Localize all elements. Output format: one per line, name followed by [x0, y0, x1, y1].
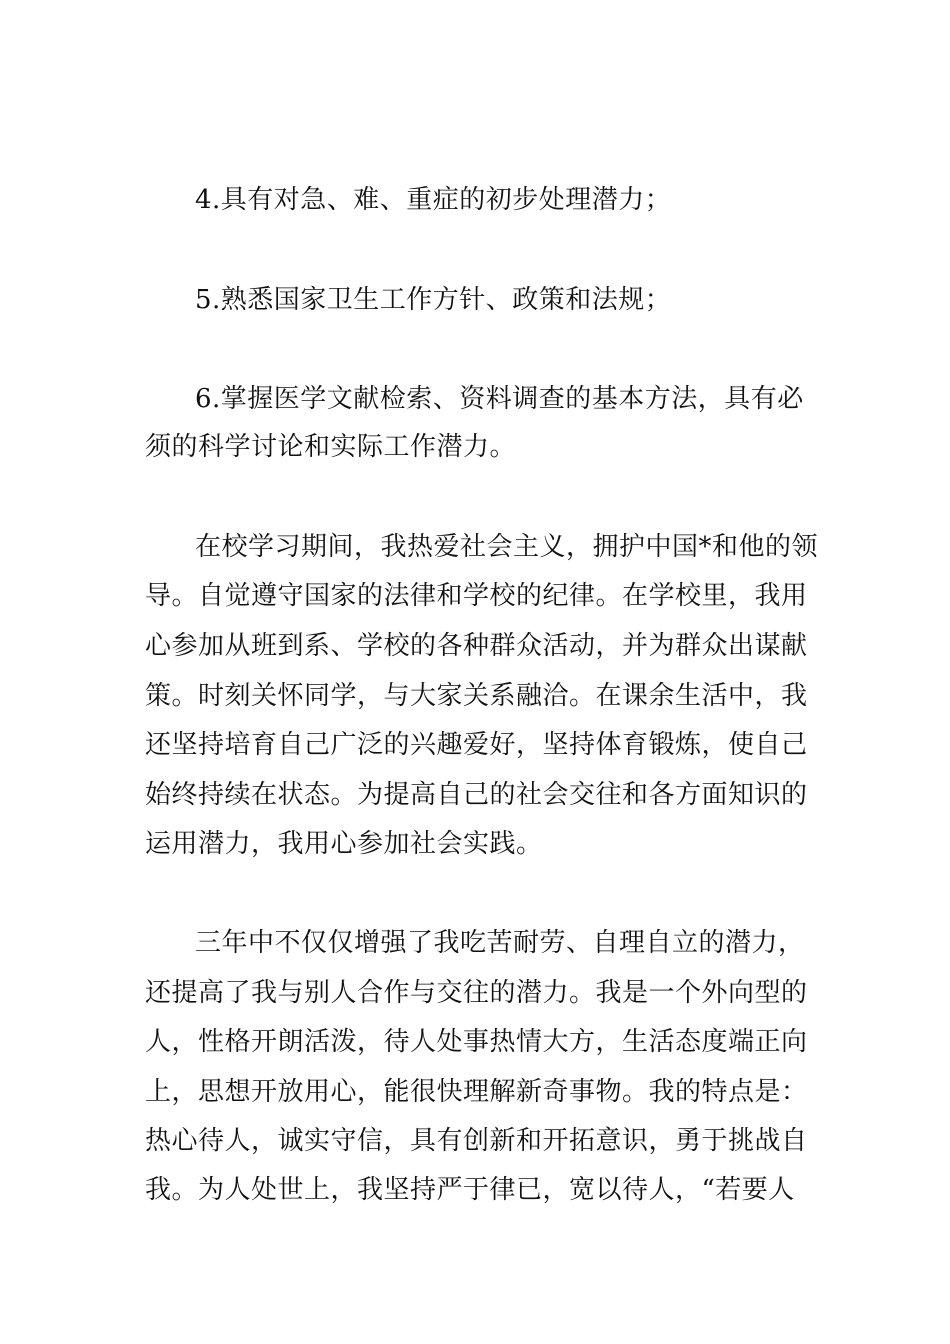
paragraph-2-line-6: 我。为人处世上，我坚持严于律已，宽以待人，“若要人 [145, 1175, 795, 1205]
list-item-6-line-1: 6.掌握医学文献检索、资料调查的基本方法，具有必 [195, 384, 804, 414]
paragraph-2-line-3: 人，性格开朗活泼，待人处事热情大方，生活态度端正向 [145, 1027, 808, 1057]
paragraph-1-line-2: 导。自觉遵守国家的法律和学校的纪律。在学校里，我用 [145, 581, 808, 611]
paragraph-1-line-6: 始终持续在状态。为提高自己的社会交往和各方面知识的 [145, 780, 808, 810]
paragraph-2-line-2: 还提高了我与别人合作与交往的潜力。我是一个外向型的 [145, 978, 808, 1008]
paragraph-1-line-7: 运用潜力，我用心参加社会实践。 [145, 829, 543, 859]
paragraph-1-line-1: 在校学习期间，我热爱社会主义，拥护中国*和他的领 [195, 532, 819, 562]
paragraph-2-line-1: 三年中不仅仅增强了我吃苦耐劳、自理自立的潜力， [195, 928, 805, 958]
paragraph-1-line-4: 策。时刻关怀同学，与大家关系融洽。在课余生活中，我 [145, 681, 808, 711]
paragraph-1-line-5: 还坚持培育自己广泛的兴趣爱好，坚持体育锻炼，使自己 [145, 730, 808, 760]
paragraph-1-line-3: 心参加从班到系、学校的各种群众活动，并为群众出谋献 [145, 631, 808, 661]
paragraph-2-line-5: 热心待人，诚实守信，具有创新和开拓意识，勇于挑战自 [145, 1126, 808, 1156]
list-item-4: 4.具有对急、难、重症的初步处理潜力； [195, 185, 672, 215]
paragraph-2-line-4: 上，思想开放用心，能很快理解新奇事物。我的特点是： [145, 1077, 808, 1107]
list-item-5: 5.熟悉国家卫生工作方针、政策和法规； [195, 285, 672, 315]
list-item-6-line-2: 须的科学讨论和实际工作潜力。 [145, 432, 517, 462]
